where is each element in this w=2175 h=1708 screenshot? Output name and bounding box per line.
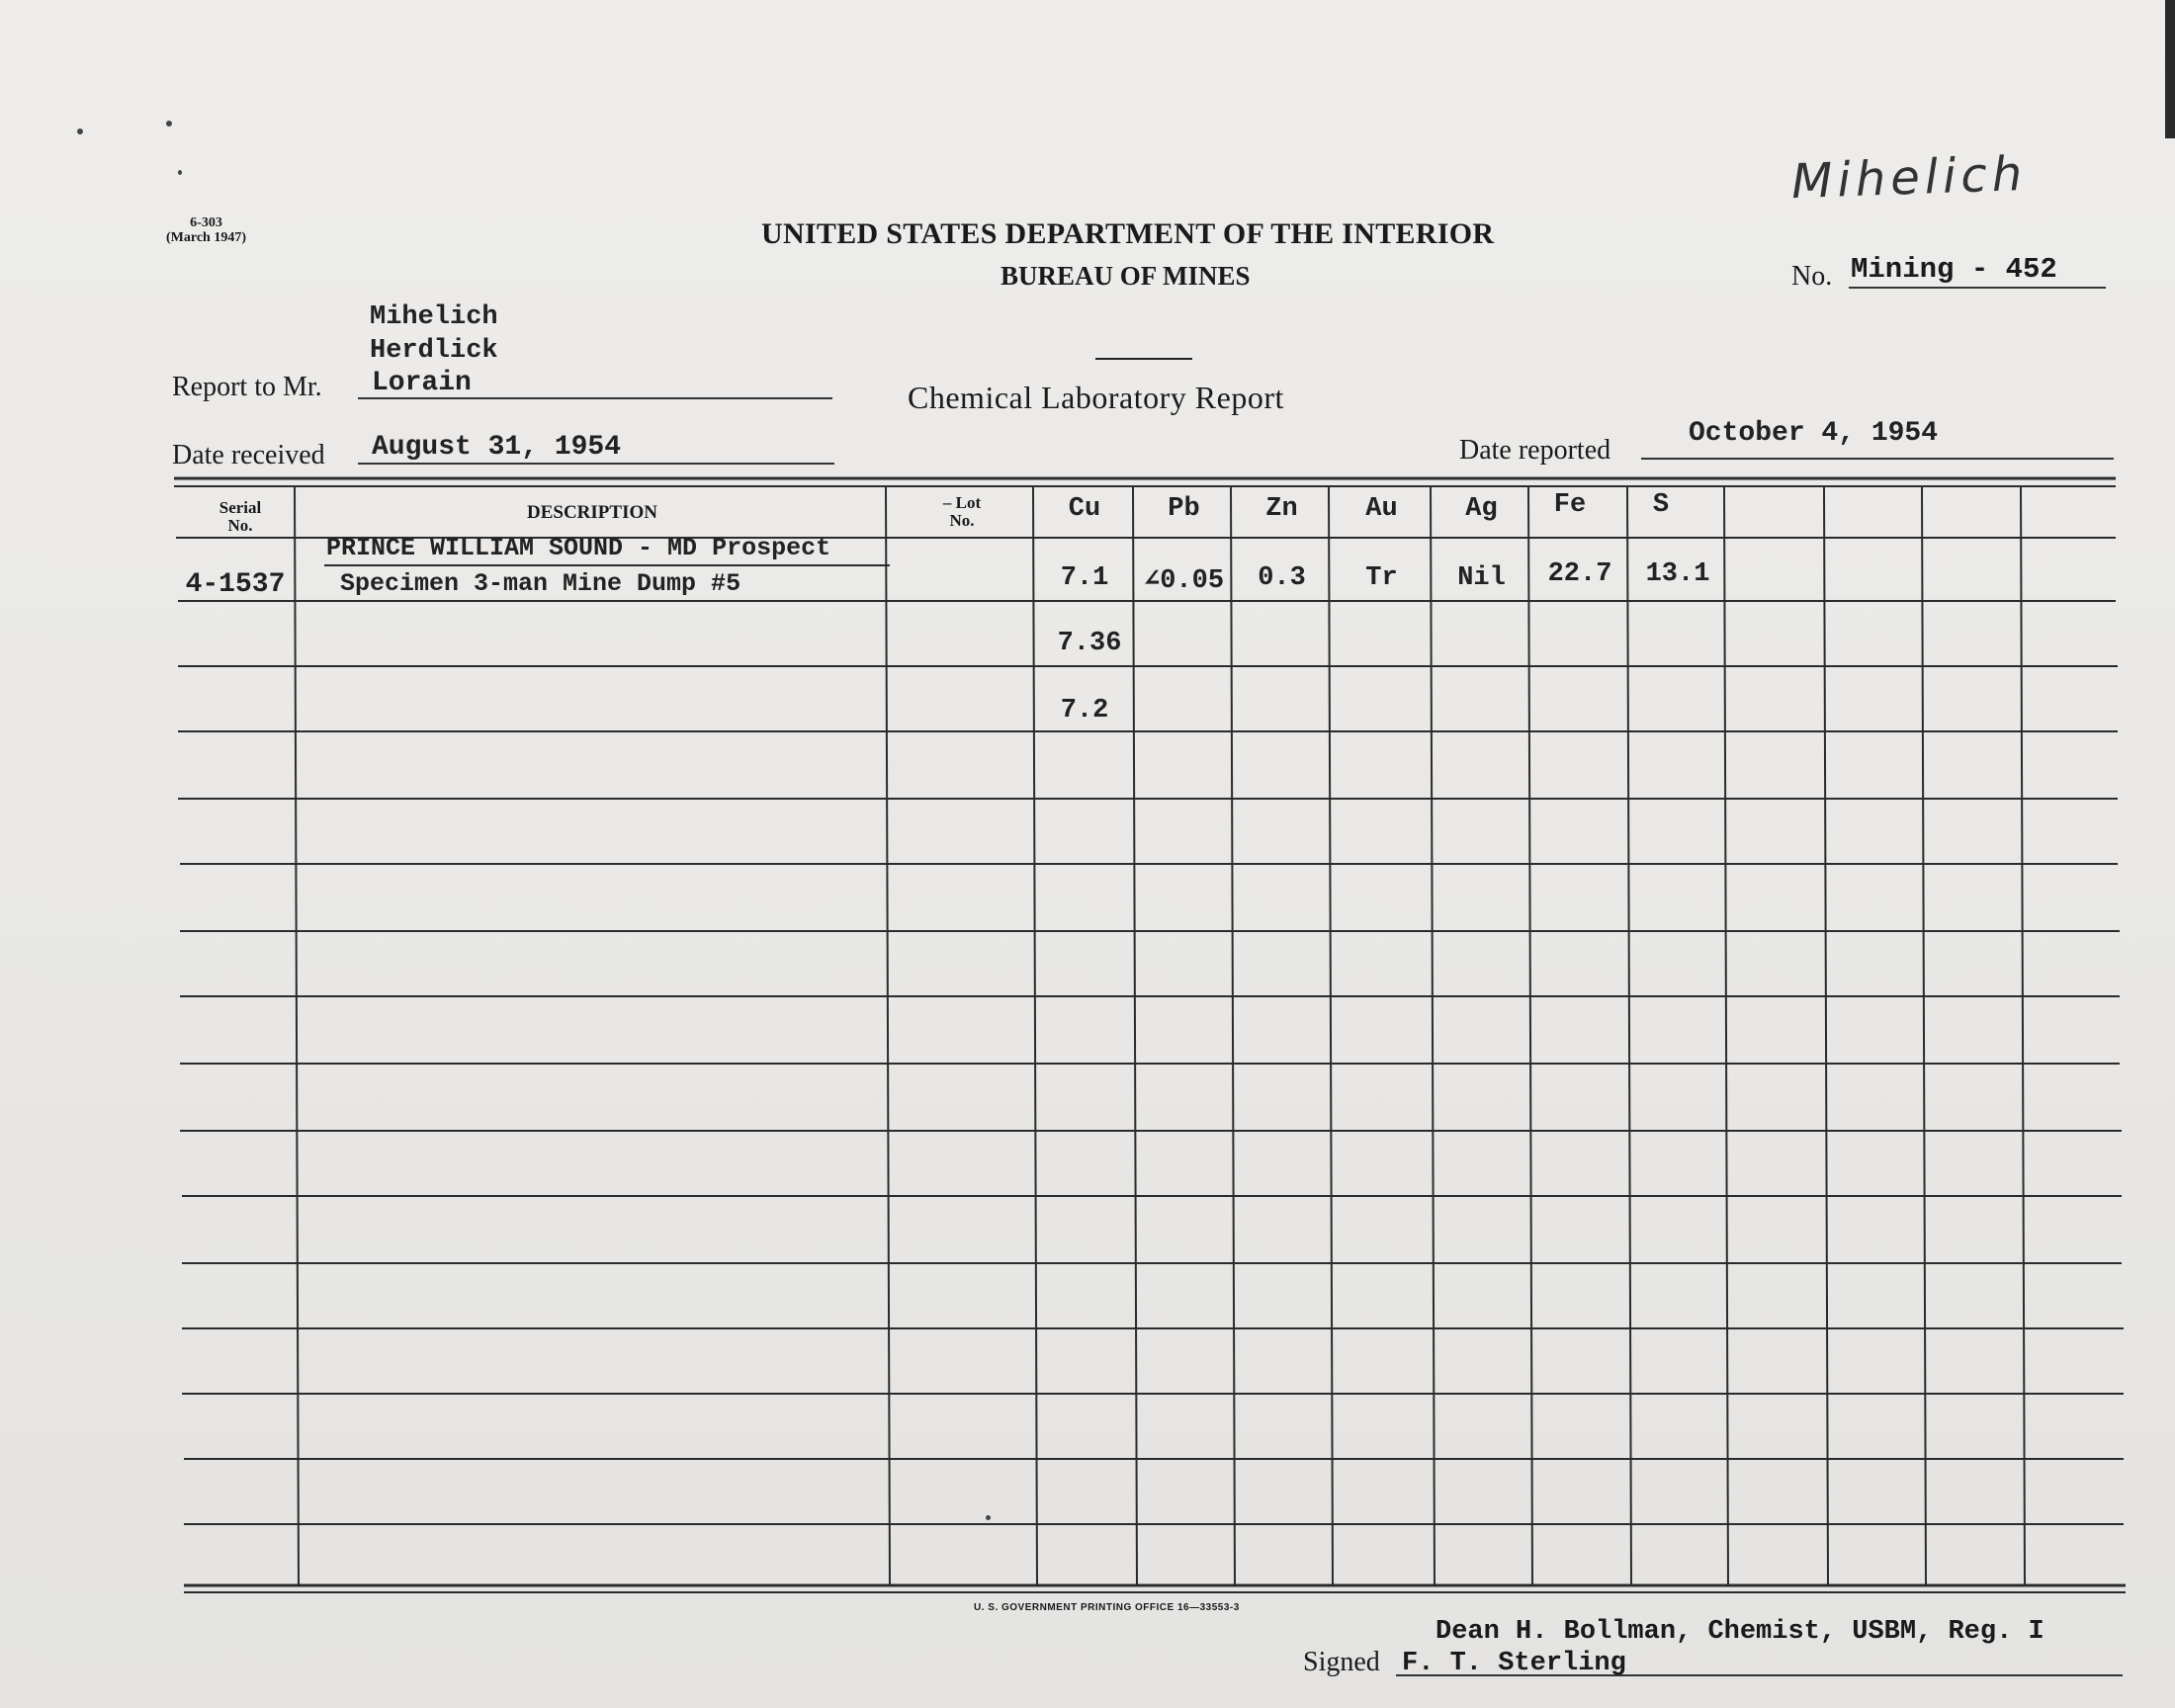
report-no-value: Mining - 452 (1851, 253, 2057, 286)
result-ag: Nil (1457, 563, 1506, 593)
cc-name-2: Herdlick (370, 336, 498, 366)
report-to-label: Report to Mr. (172, 372, 322, 402)
report-no-label: No. (1791, 261, 1833, 292)
result-cu: 7.1 (1060, 563, 1109, 593)
col-serial-header-line1: Serial (218, 498, 262, 517)
result-cu-repeat-2: 7.2 (1060, 696, 1109, 726)
col-description-header: DESCRIPTION (527, 502, 657, 523)
cc-name-1: Mihelich (370, 302, 498, 332)
department-heading: UNITED STATES DEPARTMENT OF THE INTERIOR (761, 217, 1495, 250)
result-s: 13.1 (1645, 559, 1710, 589)
description-line-2: Specimen 3-man Mine Dump #5 (340, 569, 741, 598)
bureau-heading: BUREAU OF MINES (1000, 261, 1251, 291)
col-serial-header-line2: No. (227, 516, 253, 535)
col-au-header: Au (1365, 494, 1398, 524)
col-cu-header: Cu (1068, 494, 1101, 524)
result-fe: 22.7 (1547, 559, 1612, 589)
handwritten-note: Mihelich (1790, 145, 2029, 211)
printing-office-footer: U. S. GOVERNMENT PRINTING OFFICE 16—33553-3 (974, 1602, 1240, 1613)
date-received-label: Date received (172, 440, 325, 470)
result-zn: 0.3 (1258, 563, 1306, 593)
signed-label: Signed (1303, 1647, 1380, 1677)
col-lot-header-line2: No. (949, 511, 975, 530)
col-ag-header: Ag (1465, 494, 1498, 524)
result-au: Tr (1365, 563, 1398, 593)
signed-value: F. T. Sterling (1402, 1649, 1626, 1678)
serial-number: 4-1537 (185, 569, 286, 600)
date-reported-value: October 4, 1954 (1689, 418, 1939, 449)
form-edition: (March 1947) (166, 230, 246, 245)
report-title: Chemical Laboratory Report (908, 380, 1284, 415)
col-zn-header: Zn (1265, 494, 1298, 524)
chemist-name: Dean H. Bollman, Chemist, USBM, Reg. I (1436, 1617, 2044, 1647)
report-to-value: Lorain (372, 368, 472, 398)
col-s-header: S (1652, 490, 1670, 520)
col-pb-header: Pb (1168, 494, 1200, 524)
col-lot-header-line1: – Lot (942, 493, 982, 512)
form-number-value: 6-303 (190, 215, 222, 230)
date-received-value: August 31, 1954 (372, 432, 622, 463)
date-reported-label: Date reported (1459, 435, 1611, 466)
result-cu-repeat-1: 7.36 (1057, 629, 1122, 658)
col-serial-header (186, 499, 295, 535)
col-lot-header (890, 494, 1034, 530)
speck (986, 1515, 991, 1520)
col-fe-header: Fe (1553, 490, 1587, 520)
description-line-1: PRINCE WILLIAM SOUND - MD Prospect (326, 534, 831, 562)
result-pb: ∠0.05 (1143, 566, 1225, 596)
